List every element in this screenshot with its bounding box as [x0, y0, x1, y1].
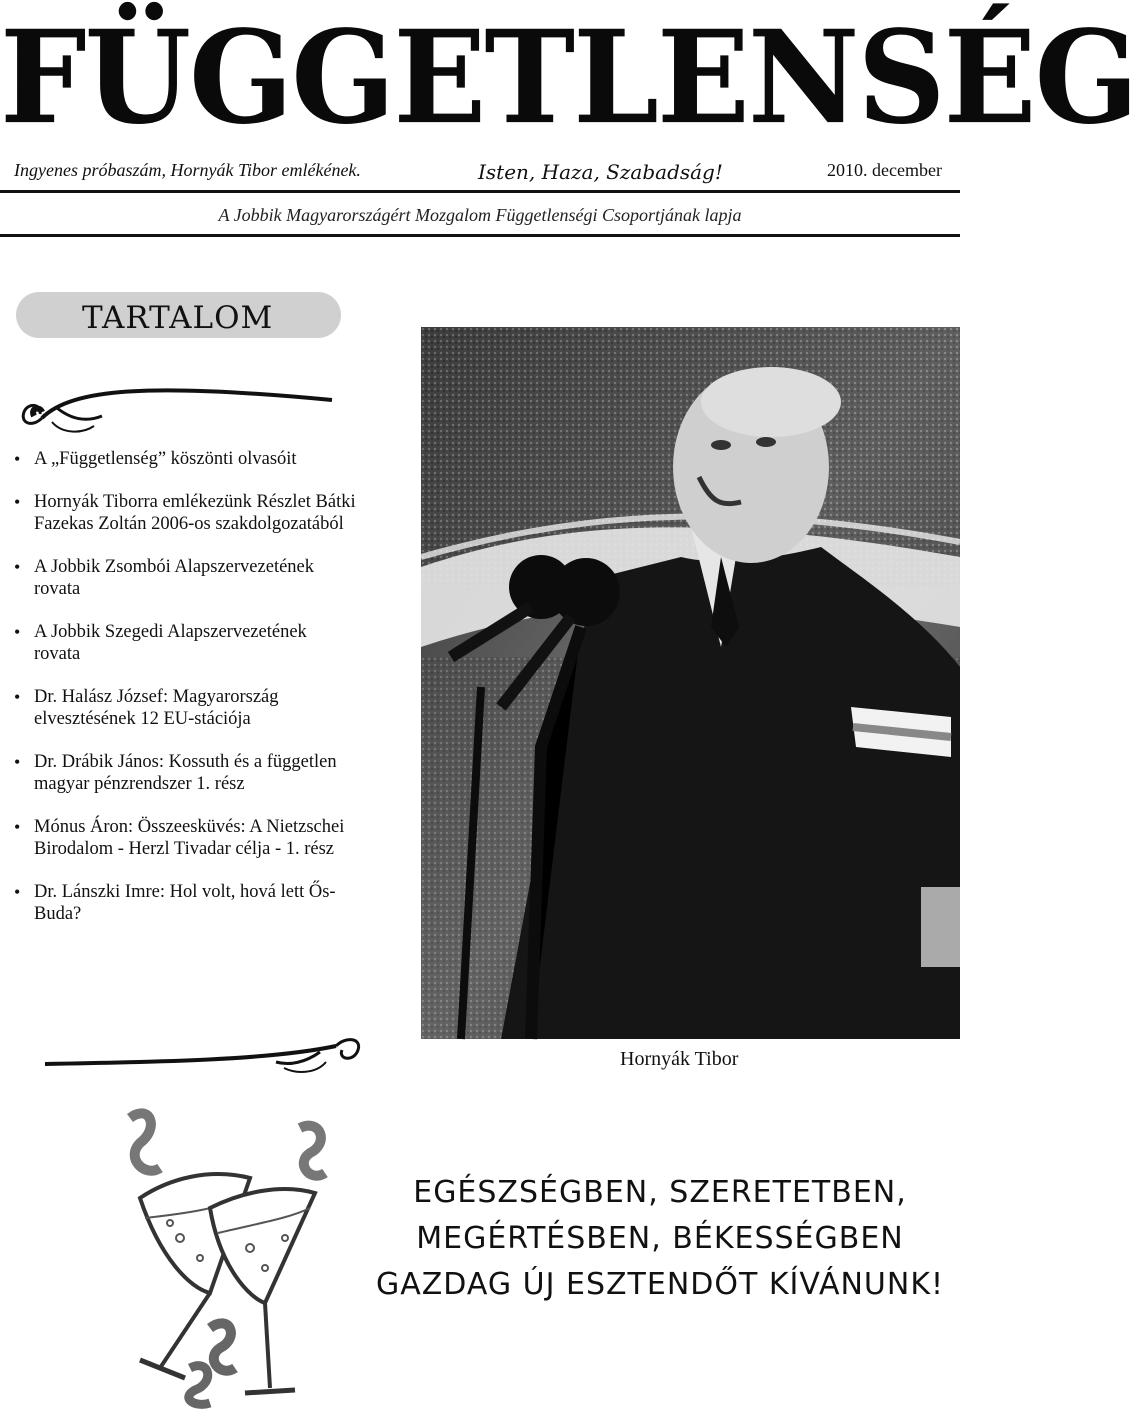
issue-date: 2010. december — [827, 160, 942, 180]
new-year-greeting — [360, 1170, 960, 1308]
toc-item[interactable]: • A Jobbik Zsombói Alapszervezetének rovata — [12, 556, 357, 601]
header-rule-top — [0, 190, 960, 193]
flourish-ornament-bottom — [40, 1022, 370, 1082]
champagne-glasses-illustration — [100, 1098, 360, 1408]
greeting-line-2: MEGÉRTÉSBEN, BÉKESSÉGBEN — [416, 1221, 904, 1256]
portrait-photo — [421, 327, 960, 1039]
toc-item[interactable]: • A Jobbik Szegedi Alapszervezetének rovata — [12, 621, 357, 666]
toc-item[interactable]: • Hornyák Tiborra emlékezünk Részlet Bátki Fazekas Zoltán 2006-os szakdolgozatából — [12, 491, 357, 536]
toc-list — [12, 448, 357, 946]
toc-item[interactable]: • Dr. Drábik János: Kossuth és a független magyar pénzrendszer 1. rész — [12, 751, 357, 796]
masthead-title: FÜGGETLENSÉG — [0, 1, 1137, 153]
motto: Isten, Haza, Szabadság! — [478, 160, 723, 184]
flourish-ornament-top — [12, 378, 337, 438]
photo-caption: Hornyák Tibor — [620, 1048, 739, 1070]
toc-item[interactable]: • A „Függetlenség” köszönti olvasóit — [12, 448, 357, 471]
toc-item[interactable]: • Dr. Lánszki Imre: Hol volt, hová lett Ős-Buda? — [12, 881, 357, 926]
toc-item[interactable]: • Dr. Halász József: Magyarország elvesztésének 12 EU-stációja — [12, 686, 357, 731]
free-issue-note: Ingyenes próbaszám, Hornyák Tibor emlékének. — [14, 160, 361, 180]
toc-item[interactable]: • Mónus Áron: Összeesküvés: A Nietzschei Birodalom - Herzl Tivadar célja - 1. rész — [12, 816, 357, 861]
publication-tagline: A Jobbik Magyarországért Mozgalom Függetlenségi Csoportjának lapja — [218, 205, 742, 225]
greeting-line-1: EGÉSZSÉGBEN, SZERETETBEN, — [413, 1175, 907, 1210]
toc-title: TARTALOM — [82, 300, 274, 336]
greeting-line-3: GAZDAG ÚJ ESZTENDŐT KÍVÁNUNK! — [375, 1267, 945, 1302]
header-rule-bottom — [0, 234, 960, 237]
